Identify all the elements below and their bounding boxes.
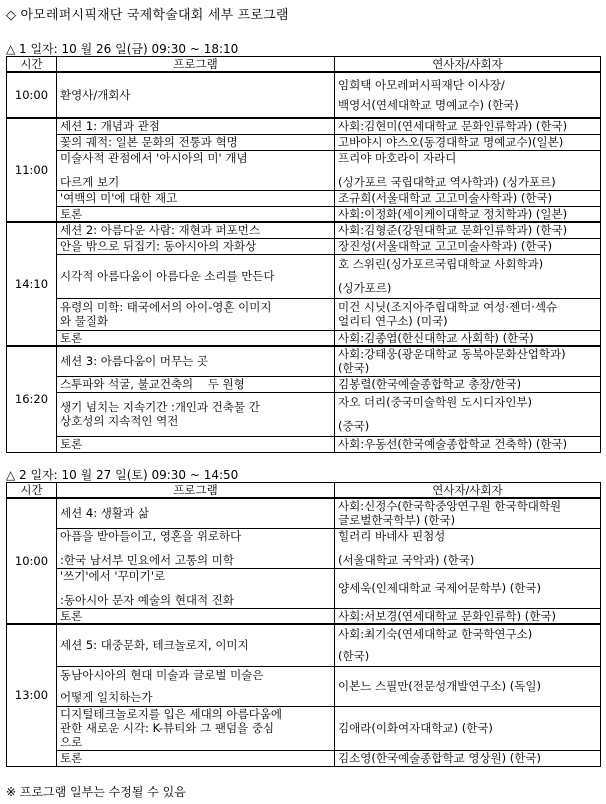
header-program: 프로그램 (57, 57, 335, 73)
speaker-cell: 사회:김형준(강원대학교 문화인류학과) (한국) (335, 222, 601, 238)
table-row (7, 392, 601, 436)
speaker-text: 얼리티 연구소) (미국) (338, 314, 448, 328)
table-row (7, 706, 601, 750)
table-row (7, 624, 601, 666)
table-row (7, 330, 601, 346)
program-text: 관한 새로운 시각: K-뷰티와 그 팬덤을 중심 (60, 721, 275, 735)
day1-label: △ 1 일자: 10 월 26 일(금) 09:30 ~ 18:10 (6, 42, 239, 56)
program-cell (57, 298, 335, 330)
program-text: 아픔을 받아들이고, 영혼을 위로하다 (60, 529, 242, 543)
program-cell (57, 568, 335, 608)
time-cell: 11:00 (7, 118, 57, 222)
speaker-cell: 김봉렬(한국예술종합학교 총장/한국) (335, 376, 601, 392)
program-cell (57, 666, 335, 706)
table-row (7, 498, 601, 528)
program-cell: 꽃의 궤적: 일본 문화의 전통과 혁명 (57, 134, 335, 150)
program-text: 유령의 미학: 태국에서의 아이-영혼 이미지 (60, 300, 272, 314)
table-row (7, 238, 601, 254)
time-cell: 10:00 (7, 498, 57, 624)
table-row (7, 298, 601, 330)
program-text: 와 물질화 (60, 314, 109, 328)
program-cell: 세션 2: 아름다운 사람: 재현과 퍼포먼스 (57, 222, 335, 238)
speaker-cell: 사회:우동선(한국예술종합학교 건축학) (한국) (335, 436, 601, 452)
table-header (7, 483, 601, 499)
speaker-text: 호 스위린(싱가포르국립대학교 사회학과) (338, 257, 544, 271)
speaker-cell (335, 498, 601, 528)
day2-table (6, 482, 601, 767)
speaker-text: 백영서(연세대학교 명예교수) (한국) (338, 98, 519, 112)
page-title: ◇ 아모레퍼시픽재단 국제학술대회 세부 프로그램 (6, 8, 289, 23)
table-row (7, 528, 601, 568)
header-speaker: 연사자/사회자 (335, 57, 601, 73)
program-cell: 세션 5: 대중문화, 테크놀로지, 이미지 (57, 624, 335, 666)
program-cell: 세션 1: 개념과 관점 (57, 118, 335, 134)
speaker-cell (335, 346, 601, 376)
speaker-cell: 김애라(이화여자대학교) (한국) (335, 706, 601, 750)
program-text: 디지털테크놀로지를 입은 세대의 아름다움에 (60, 707, 283, 721)
speaker-cell: 양세욱(인제대학교 국제어문학부) (한국) (335, 568, 601, 608)
speaker-cell (335, 528, 601, 568)
program-cell (57, 72, 335, 118)
table-row (7, 206, 601, 222)
speaker-cell (335, 254, 601, 298)
speaker-cell (335, 298, 601, 330)
speaker-text: (서울대학교 국악과) (한국) (338, 553, 475, 567)
speaker-cell: 사회:서보경(연세대학교 문화인류학) (한국) (335, 608, 601, 624)
speaker-cell: 사회:김종엽(한신대학교 사회학) (한국) (335, 330, 601, 346)
program-text: 으로 (60, 735, 83, 749)
table-row (7, 436, 601, 452)
header-speaker: 연사자/사회자 (335, 483, 601, 499)
program-cell: 스투파와 석굴, 불교건축의 두 원형 (57, 376, 335, 392)
header-time: 시간 (7, 57, 57, 73)
program-text: 다르게 보기 (60, 175, 120, 189)
program-cell: 세션 3: 아름다움이 머무는 곳 (57, 346, 335, 376)
time-cell: 10:00 (7, 72, 57, 118)
program-cell: '여백의 미'에 대한 재고 (57, 190, 335, 206)
program-cell: 토론 (57, 436, 335, 452)
speaker-cell: 조규희(서울대학교 고고미술사학과) (한국) (335, 190, 601, 206)
program-text: 생기 넘치는 지속기간 :개인과 건축물 간 (60, 400, 260, 414)
speaker-cell: 고바야시 야스오(동경대학교 명예교수)(일본) (335, 134, 601, 150)
program-cell: 토론 (57, 206, 335, 222)
table-row (7, 118, 601, 134)
speaker-text: 미건 시닛(조지아주립대학교 여성·젠더·섹슈 (338, 300, 558, 314)
speaker-text: 프리야 마호라이 자라디 (338, 151, 457, 165)
speaker-text: (싱가포르 국립대학교 역사학과) (싱가포르) (338, 175, 556, 189)
program-cell (57, 150, 335, 190)
speaker-cell: 이본느 스필만(전문성개발연구소) (독일) (335, 666, 601, 706)
table-row (7, 376, 601, 392)
speaker-cell: 김소영(한국예술종합학교 영상원) (한국) (335, 750, 601, 766)
speaker-cell (335, 392, 601, 436)
program-cell: 세션 4: 생활과 삶 (57, 498, 335, 528)
table-row (7, 254, 601, 298)
program-text: 미술사적 관점에서 '아시아의 미' 개념 (60, 151, 248, 165)
table-row (7, 150, 601, 190)
speaker-text: (중국) (338, 419, 370, 433)
header-time: 시간 (7, 483, 57, 499)
program-cell (57, 392, 335, 436)
program-cell (57, 528, 335, 568)
program-text: 어떻게 일치하는가 (60, 690, 153, 704)
table-row (7, 750, 601, 766)
speaker-text: 힐러리 바네사 핀첨성 (338, 529, 446, 543)
program-cell (57, 706, 335, 750)
program-text: :한국 남서부 민요에서 고통의 미학 (60, 553, 235, 567)
speaker-text: (싱가포르) (338, 281, 392, 295)
table-row (7, 346, 601, 376)
header-program: 프로그램 (57, 483, 335, 499)
speaker-text: (한국) (338, 361, 370, 376)
program-text: 상호성의 지속적인 역전 (60, 414, 179, 428)
day2-label: △ 2 일자: 10 월 27 일(토) 09:30 ~ 14:50 (6, 468, 239, 482)
table-row (7, 190, 601, 206)
day1-table (6, 56, 601, 453)
speaker-cell (335, 624, 601, 666)
speaker-text: 글로벌한국학부) (한국) (338, 513, 456, 528)
speaker-cell: 사회:김현미(연세대학교 문화인류학과) (한국) (335, 118, 601, 134)
program-text: 환영사/개회사 (60, 88, 131, 102)
speaker-text: 사회:강태웅(광운대학교 동북아문화산업학과) (338, 347, 566, 362)
time-cell: 16:20 (7, 346, 57, 452)
program-cell: 시각적 아름다움이 아름다운 소리를 만든다 (57, 254, 335, 298)
speaker-cell (335, 150, 601, 190)
table-row (7, 134, 601, 150)
time-cell: 13:00 (7, 624, 57, 766)
program-cell: 안을 밖으로 뒤집기: 동아시아의 자화상 (57, 238, 335, 254)
table-row (7, 222, 601, 238)
speaker-text: 임희택 아모레퍼시픽재단 이사장/ (338, 78, 505, 92)
speaker-text: 자오 더리(중국미술학원 도시디자인부) (338, 395, 533, 409)
table-row (7, 568, 601, 608)
speaker-text: 사회:최기숙(연세대학교 한국학연구소) (338, 627, 533, 642)
program-text: :동아시아 문자 예술의 현대적 진화 (60, 593, 235, 607)
table-header (7, 57, 601, 73)
footnote: ※ 프로그램 일부는 수정될 수 있음 (6, 785, 186, 799)
speaker-cell: 사회:이정화(세이케이대학교 정치학과) (일본) (335, 206, 601, 222)
speaker-text: (한국) (338, 649, 370, 664)
speaker-cell (335, 72, 601, 118)
table-row (7, 608, 601, 624)
time-cell: 14:10 (7, 222, 57, 346)
table-row (7, 666, 601, 706)
program-text: '쓰기'에서 '꾸미기'로 (60, 569, 166, 583)
table-row (7, 72, 601, 118)
speaker-cell: 장진성(서울대학교 고고미술사학과) (한국) (335, 238, 601, 254)
program-text: 동남아시아의 현대 미술과 글로벌 미술은 (60, 668, 264, 682)
program-cell: 토론 (57, 750, 335, 766)
program-cell: 토론 (57, 608, 335, 624)
speaker-text: 사회:신정수(한국학중앙연구원 한국학대학원 (338, 499, 562, 514)
program-cell: 토론 (57, 330, 335, 346)
